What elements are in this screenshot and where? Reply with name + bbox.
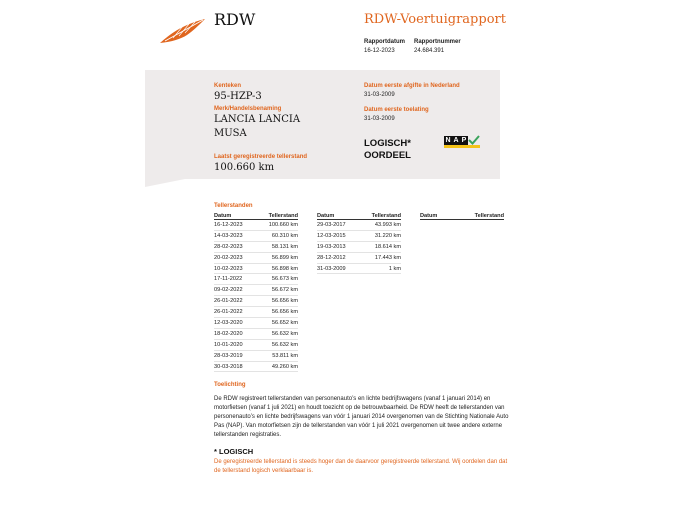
table-row bbox=[214, 318, 298, 329]
row-date: 18-02-2020 bbox=[214, 330, 243, 337]
row-odometer: 100.660 km bbox=[268, 222, 298, 228]
first-registration-nl-value: 31-03-2009 bbox=[364, 92, 395, 98]
row-odometer: 53.811 km bbox=[272, 352, 298, 359]
explanation-title: Toelichting bbox=[214, 382, 246, 388]
report-number-block bbox=[414, 38, 461, 56]
verdict-line2: OORDEEL bbox=[364, 150, 411, 161]
col-tellerstand: Tellerstand bbox=[371, 213, 401, 219]
table-row bbox=[214, 329, 298, 340]
row-date: 28-03-2019 bbox=[214, 352, 243, 359]
merk-field bbox=[214, 105, 300, 141]
logisch-heading: * LOGISCH bbox=[214, 447, 254, 456]
brand-name: RDW bbox=[214, 10, 256, 29]
first-registration-nl-label: Datum eerste afgifte in Nederland bbox=[364, 83, 460, 89]
row-odometer: 60.310 km bbox=[271, 232, 298, 239]
row-odometer: 58.131 km bbox=[271, 243, 298, 250]
panel-tail bbox=[145, 179, 185, 187]
table-row bbox=[317, 253, 401, 264]
row-date: 30-03-2018 bbox=[214, 363, 243, 370]
row-date: 12-03-2020 bbox=[214, 320, 243, 327]
nap-letter-p: P bbox=[461, 137, 467, 144]
col-datum: Datum bbox=[214, 213, 232, 219]
col-datum: Datum bbox=[317, 213, 335, 219]
row-date: 17-11-2022 bbox=[214, 276, 243, 283]
row-date: 28-02-2023 bbox=[214, 243, 243, 250]
report-date-block bbox=[364, 38, 405, 56]
row-date: 09-02-2022 bbox=[214, 287, 243, 294]
table-row bbox=[317, 220, 401, 231]
first-registration-nl-field bbox=[364, 82, 460, 100]
row-date: 19-03-2013 bbox=[317, 243, 346, 250]
kenteken-label: Kenteken bbox=[214, 83, 242, 89]
row-odometer: 56.672 km bbox=[271, 287, 298, 294]
kenteken-value: 95-HZP-3 bbox=[214, 91, 262, 102]
table-row bbox=[317, 242, 401, 253]
merk-value-line2: MUSA bbox=[214, 128, 247, 139]
row-date: 10-01-2020 bbox=[214, 341, 243, 348]
table-row bbox=[317, 231, 401, 242]
row-date: 16-12-2023 bbox=[214, 222, 243, 228]
row-odometer: 56.673 km bbox=[271, 276, 298, 283]
table-row bbox=[214, 285, 298, 296]
table-row bbox=[214, 231, 298, 242]
table-header bbox=[214, 212, 298, 220]
table-row bbox=[214, 274, 298, 285]
odometer-table-1 bbox=[214, 212, 298, 372]
row-odometer: 56.652 km bbox=[271, 320, 298, 327]
last-odometer-value: 100.660 km bbox=[214, 162, 275, 173]
table-row bbox=[214, 351, 298, 362]
row-odometer: 17.443 km bbox=[374, 254, 401, 261]
nap-bar bbox=[444, 145, 480, 148]
merk-label: Merk/Handelsbenaming bbox=[214, 106, 282, 112]
report-number-label: Rapportnummer bbox=[414, 39, 461, 45]
table-row bbox=[214, 253, 298, 264]
report-number-value: 24.684.391 bbox=[414, 48, 445, 54]
last-odometer-field bbox=[214, 153, 307, 174]
row-date: 10-02-2023 bbox=[214, 265, 243, 272]
nap-letter-a: A bbox=[453, 137, 459, 144]
row-date: 29-03-2017 bbox=[317, 222, 346, 228]
col-tellerstand: Tellerstand bbox=[474, 213, 504, 219]
row-date: 26-01-2022 bbox=[214, 298, 243, 305]
col-datum: Datum bbox=[420, 213, 438, 219]
table-row bbox=[214, 220, 298, 231]
row-odometer: 18.614 km bbox=[374, 243, 401, 250]
table-header bbox=[420, 212, 504, 220]
table-row bbox=[214, 296, 298, 307]
odometer-history-title: Tellerstanden bbox=[214, 203, 253, 209]
logisch-text: De geregistreerde tellerstand is steeds hoger dan de daarvoor geregistreerde tellerstand. Wij oordelen dan dat de tellerstand logisch verklaarbaar is. bbox=[214, 459, 508, 474]
verdict-line1: LOGISCH* bbox=[364, 138, 411, 149]
table-row bbox=[214, 362, 298, 373]
row-date: 26-01-2022 bbox=[214, 309, 243, 316]
kenteken-field bbox=[214, 82, 262, 103]
last-odometer-label: Laatst geregistreerde tellerstand bbox=[214, 154, 308, 160]
col-tellerstand: Tellerstand bbox=[268, 213, 298, 219]
table-row bbox=[214, 307, 298, 318]
row-odometer: 56.656 km bbox=[271, 309, 298, 316]
report-date-label: Rapportdatum bbox=[364, 39, 405, 45]
row-date: 20-02-2023 bbox=[214, 254, 243, 261]
odometer-verdict bbox=[364, 138, 411, 162]
row-odometer: 56.632 km bbox=[271, 330, 298, 337]
first-admission-field bbox=[364, 106, 429, 124]
row-odometer: 56.656 km bbox=[271, 298, 298, 305]
row-date: 28-12-2012 bbox=[317, 254, 346, 261]
first-admission-value: 31-03-2009 bbox=[364, 116, 395, 122]
row-odometer: 56.898 km bbox=[271, 265, 298, 272]
odometer-table-3 bbox=[420, 212, 504, 220]
row-date: 31-03-2009 bbox=[317, 265, 346, 272]
rdw-logo-icon bbox=[159, 17, 207, 45]
row-date: 14-03-2023 bbox=[214, 232, 243, 239]
row-odometer: 1 km bbox=[388, 265, 401, 272]
checkmark-icon bbox=[468, 135, 480, 145]
report-title: RDW-Voertuigrapport bbox=[364, 12, 506, 27]
report-date-value: 16-12-2023 bbox=[364, 48, 395, 54]
table-row bbox=[214, 340, 298, 351]
row-date: 12-03-2015 bbox=[317, 232, 346, 239]
merk-value-line1: LANCIA LANCIA bbox=[214, 114, 301, 125]
table-row bbox=[317, 264, 401, 275]
nap-letter-n: N bbox=[445, 137, 451, 144]
row-odometer: 43.993 km bbox=[374, 222, 401, 228]
row-odometer: 31.220 km bbox=[374, 232, 401, 239]
nap-check-icon bbox=[444, 136, 480, 148]
table-row bbox=[214, 242, 298, 253]
odometer-table-2 bbox=[317, 212, 401, 274]
table-row bbox=[214, 264, 298, 275]
first-admission-label: Datum eerste toelating bbox=[364, 107, 429, 113]
table-header bbox=[317, 212, 401, 220]
row-odometer: 49.260 km bbox=[271, 363, 298, 370]
row-odometer: 56.899 km bbox=[271, 254, 298, 261]
explanation-text: De RDW registreert tellerstanden van personenauto’s en lichte bedrijfswagens (vanaf 1 januari 2014) en motorfietsen (vanaf 1 juli 2021) en houdt toezicht op de betrouwbaarheid. De RDW heeft de tellerstanden van personenauto’s en lichte bedrijfswagens van vóór 1 januari 2014 overgenomen van de Stichting Nationale Auto Pas (NAP). Van motorfietsen zijn de tellerstanden van vóór 1 juli 2021 overgenomen uit twee andere externe tellerstanden registraties. bbox=[214, 396, 509, 438]
row-odometer: 56.632 km bbox=[271, 341, 298, 348]
